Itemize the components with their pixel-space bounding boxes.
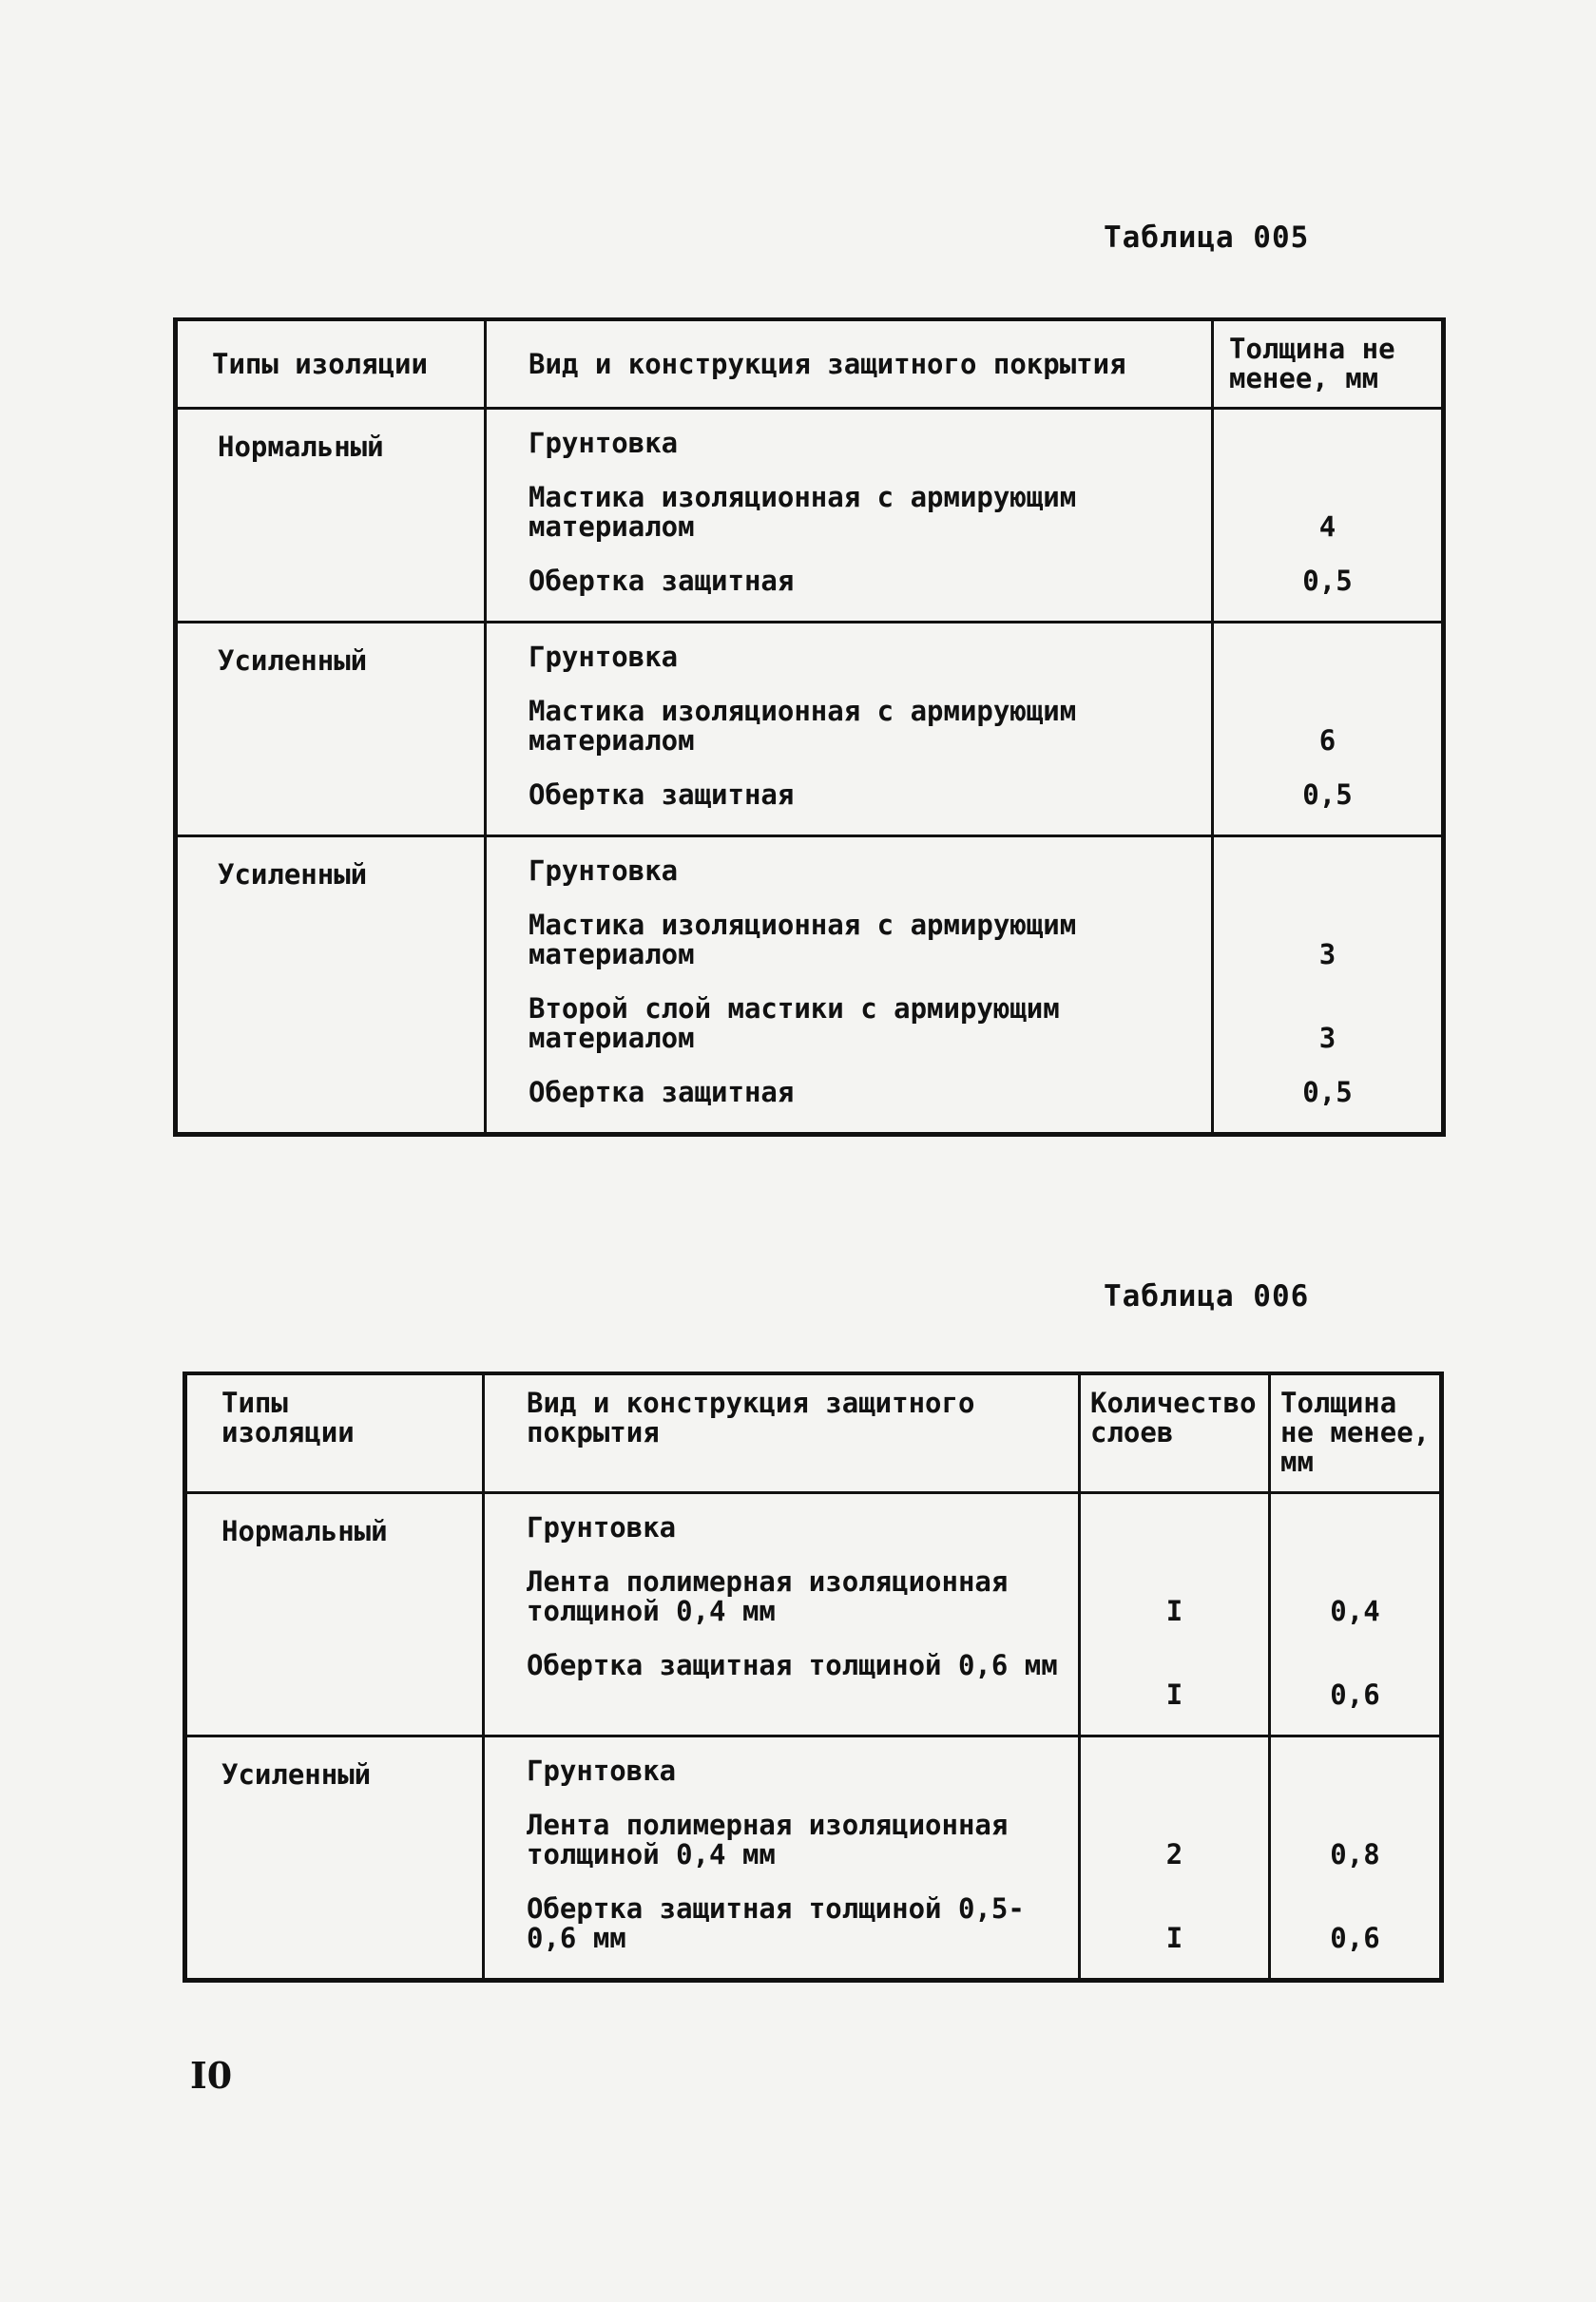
coating-items <box>486 409 1213 623</box>
thickness-values <box>1213 836 1444 1135</box>
coating-items <box>484 1493 1080 1736</box>
header-thickness: Толщина не менее, мм <box>1270 1373 1442 1493</box>
layer-value <box>1081 1513 1268 1543</box>
layer-value: I <box>1165 1595 1183 1627</box>
thickness-value: 0,5 <box>1302 565 1353 597</box>
thickness-value: 0,5 <box>1302 778 1353 811</box>
thickness-value: 0,6 <box>1330 1922 1380 1954</box>
insulation-type: Усиленный <box>176 623 486 836</box>
thickness-value <box>1214 856 1441 886</box>
coating-items <box>484 1736 1080 1981</box>
header-coating-structure: Вид и конструкция защитного покрытия <box>486 319 1213 409</box>
header-layer-count: Количество слоев <box>1080 1373 1270 1493</box>
coating-item: Грунтовка <box>527 1511 677 1544</box>
table-006-caption: Таблица 006 <box>1104 1279 1310 1314</box>
header-insulation-type: Типы изоляции <box>185 1373 484 1493</box>
coating-item: Обертка защитная <box>529 1076 795 1108</box>
thickness-value <box>1271 1513 1439 1543</box>
table-006 <box>183 1372 1444 1983</box>
coating-item: Мастика изоляционная с армирующим материалом <box>529 695 1077 757</box>
coating-item: Второй слой мастики с армирующим материалом <box>529 992 1060 1054</box>
thickness-values <box>1213 409 1444 623</box>
thickness-value: 0,8 <box>1330 1838 1380 1870</box>
coating-item: Обертка защитная <box>529 565 795 597</box>
table-row <box>185 1736 1442 1981</box>
coating-item: Обертка защитная толщиной 0,5-0,6 мм <box>527 1892 1025 1954</box>
coating-item: Лента полимерная изоляционная толщиной 0,4 мм <box>527 1809 1009 1870</box>
thickness-value: 3 <box>1318 1022 1336 1054</box>
table-005-caption: Таблица 005 <box>1104 221 1310 255</box>
layer-value: I <box>1165 1922 1183 1954</box>
coating-item: Лента полимерная изоляционная толщиной 0,4 мм <box>527 1565 1009 1627</box>
layer-value: I <box>1165 1679 1183 1711</box>
thickness-value <box>1271 1756 1439 1786</box>
coating-items <box>486 623 1213 836</box>
insulation-type: Нормальный <box>176 409 486 623</box>
thickness-values <box>1270 1493 1442 1736</box>
insulation-type: Усиленный <box>176 836 486 1135</box>
layer-value: 2 <box>1165 1838 1183 1870</box>
thickness-values <box>1270 1736 1442 1981</box>
insulation-type: Нормальный <box>185 1493 484 1736</box>
coating-item: Грунтовка <box>529 854 679 887</box>
thickness-value <box>1214 429 1441 458</box>
table-row <box>176 836 1444 1135</box>
coating-item: Грунтовка <box>529 641 679 673</box>
thickness-value: 6 <box>1318 724 1336 757</box>
header-coating-structure: Вид и конструкция защитного покрытия <box>484 1373 1080 1493</box>
coating-item: Обертка защитная <box>529 778 795 811</box>
thickness-value: 0,4 <box>1330 1595 1380 1627</box>
page-number: I0 <box>190 2054 233 2097</box>
coating-item: Грунтовка <box>529 427 679 459</box>
header-insulation-type: Типы изоляции <box>176 319 486 409</box>
thickness-value: 4 <box>1318 510 1336 543</box>
layer-values <box>1080 1736 1270 1981</box>
thickness-value: 3 <box>1318 938 1336 970</box>
coating-items <box>486 836 1213 1135</box>
coating-item: Грунтовка <box>527 1755 677 1787</box>
table-row <box>176 623 1444 836</box>
layer-values <box>1080 1493 1270 1736</box>
thickness-values <box>1213 623 1444 836</box>
coating-item: Обертка защитная толщиной 0,6 мм <box>527 1649 1058 1681</box>
coating-item: Мастика изоляционная с армирующим материалом <box>529 481 1077 543</box>
header-thickness: Толщина не менее, мм <box>1213 319 1444 409</box>
thickness-value: 0,6 <box>1330 1679 1380 1711</box>
table-row <box>176 409 1444 623</box>
insulation-type: Усиленный <box>185 1736 484 1981</box>
table-005 <box>173 317 1446 1137</box>
table-row <box>185 1493 1442 1736</box>
thickness-value <box>1214 643 1441 672</box>
layer-value <box>1081 1756 1268 1786</box>
coating-item: Мастика изоляционная с армирующим материалом <box>529 909 1077 970</box>
thickness-value: 0,5 <box>1302 1076 1353 1108</box>
